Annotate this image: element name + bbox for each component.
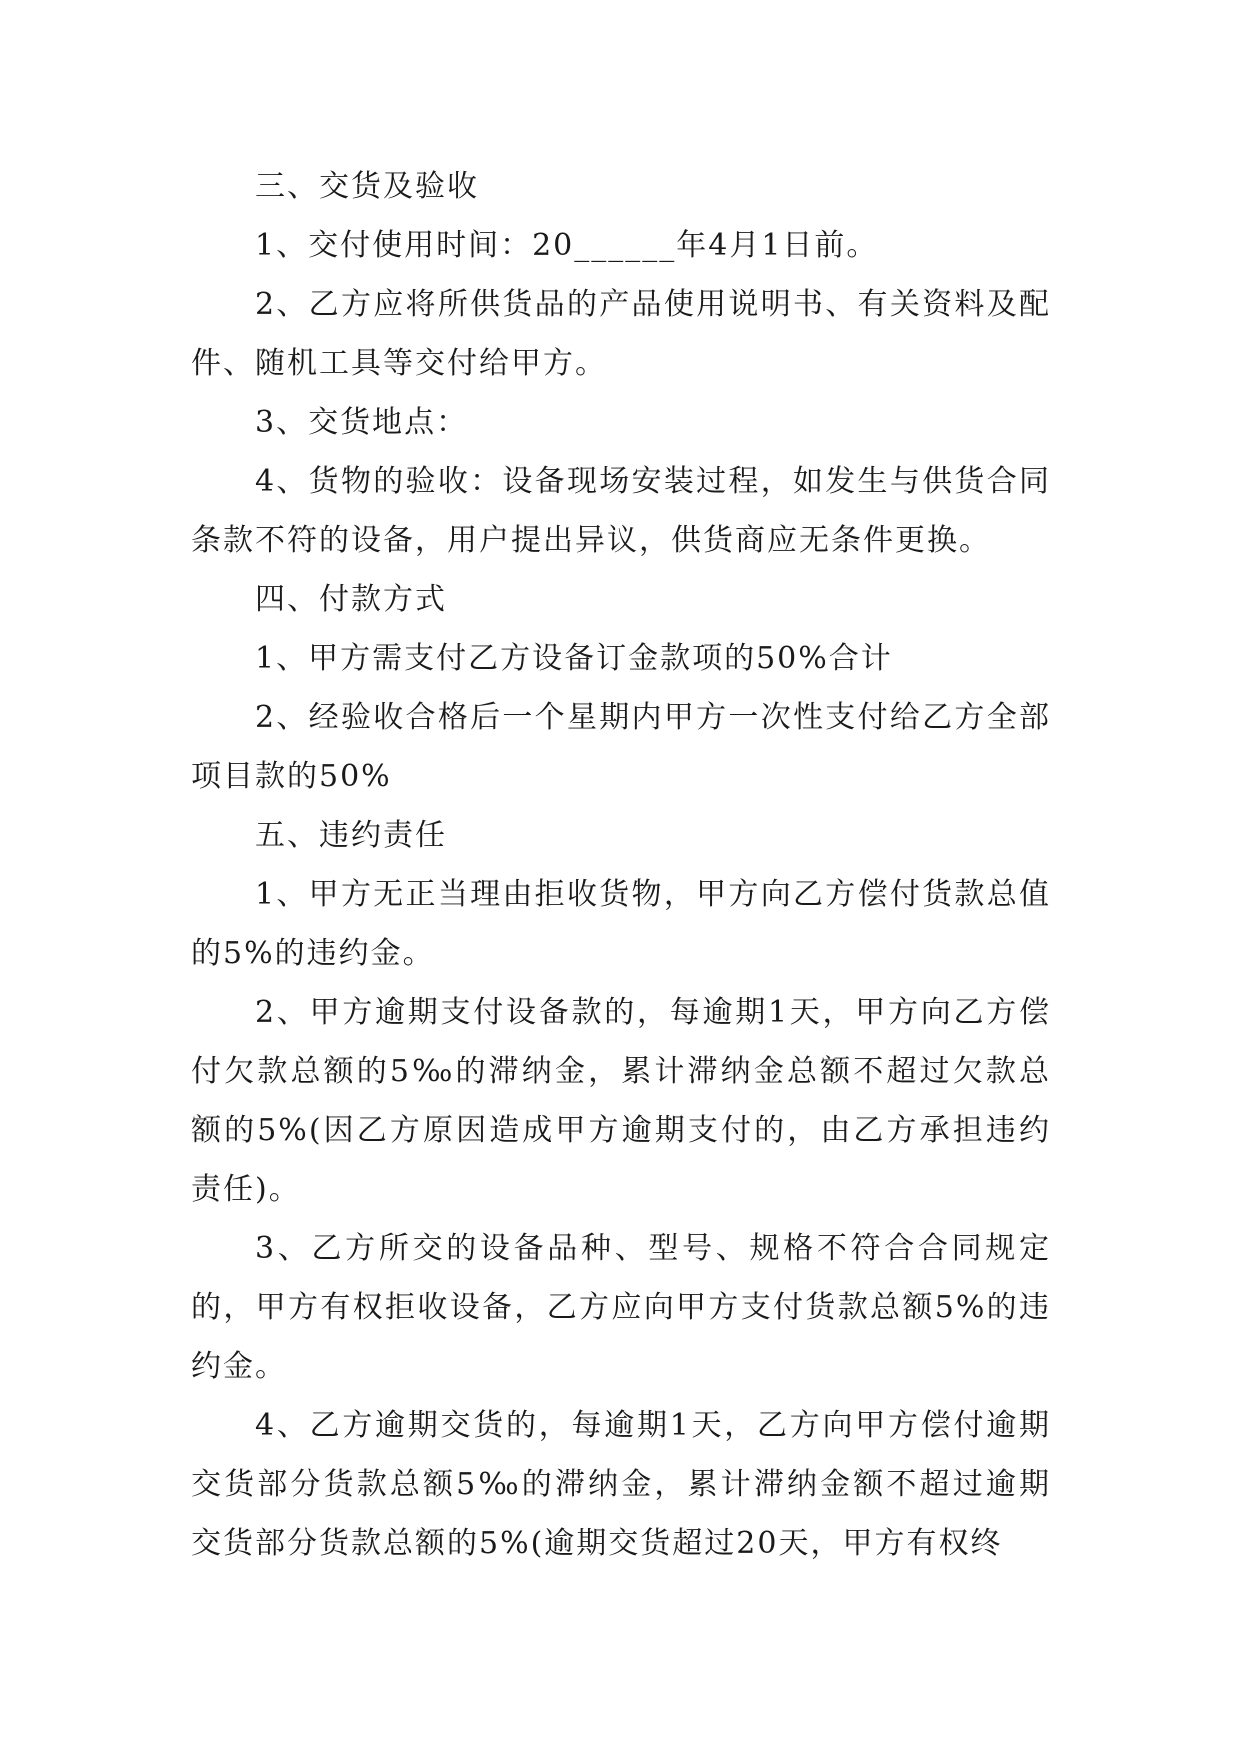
document-body: [191, 157, 1051, 1573]
section-heading-delivery: 三、交货及验收: [255, 169, 479, 204]
clause-delivery-location: 3、交货地点：: [255, 405, 469, 440]
section-heading-payment: 四、付款方式: [255, 582, 447, 617]
clause-liability-late-delivery: 4、乙方逾期交货的，每逾期1天，乙方向甲方偿付逾期交货部分货款总额5‰的滞纳金，累计滞纳金额不超过逾期交货部分货款总额的5%(逾期交货超过20天，甲方有权终: [191, 1408, 1051, 1561]
clause-liability-refusal: 1、甲方无正当理由拒收货物，甲方向乙方偿付货款总值的5%的违约金。: [191, 877, 1051, 971]
section-heading-liability: 五、违约责任: [255, 818, 447, 853]
clause-delivery-documents: 2、乙方应将所供货品的产品使用说明书、有关资料及配件、随机工具等交付给甲方。: [191, 287, 1051, 381]
clause-liability-nonconforming: 3、乙方所交的设备品种、型号、规格不符合合同规定的，甲方有权拒收设备，乙方应向甲方支付货款总额5%的违约金。: [191, 1231, 1051, 1384]
clause-goods-acceptance: 4、货物的验收：设备现场安装过程，如发生与供货合同条款不符的设备，用户提出异议，供货商应无条件更换。: [191, 464, 1051, 558]
clause-payment-balance: 2、经验收合格后一个星期内甲方一次性支付给乙方全部项目款的50%: [191, 700, 1051, 794]
clause-payment-deposit: 1、甲方需支付乙方设备订金款项的50%合计: [255, 641, 893, 676]
clause-liability-late-payment: 2、甲方逾期支付设备款的，每逾期1天，甲方向乙方偿付欠款总额的5‰的滞纳金，累计滞纳金总额不超过欠款总额的5%(因乙方原因造成甲方逾期支付的，由乙方承担违约责任)。: [191, 995, 1051, 1207]
clause-delivery-time: 1、交付使用时间：20______年4月1日前。: [255, 228, 879, 263]
